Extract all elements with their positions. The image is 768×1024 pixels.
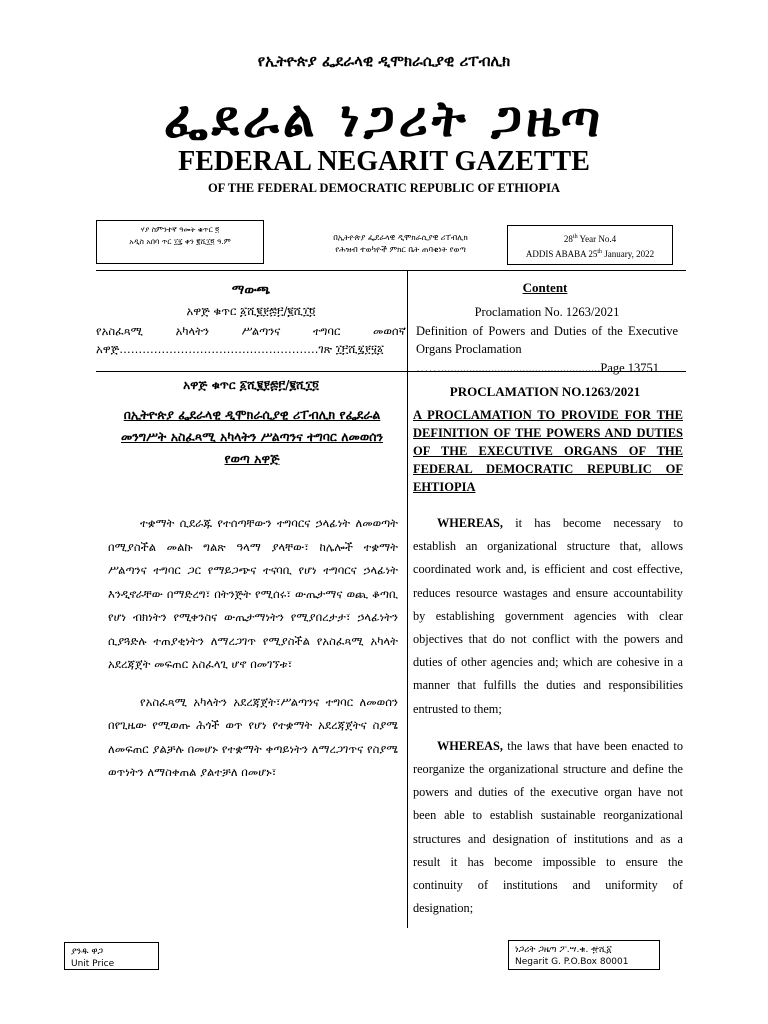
po-box	[508, 940, 660, 970]
issue-date-english: ADDIS ABABA 25th January, 2022	[525, 249, 655, 259]
contents-item-title-english: Definition of Powers and Duties of the Executive Organs Proclamation	[416, 323, 678, 356]
preamble-paragraph-amharic: የአስፈጻሚ አካላትን አደረጃጀት፣ሥልጣንና ተግባር ለመወሰን በየጊዜው የሚወጡ ሕጎች ወጥ የሆነ የተቋማት አደረጃጀትና ስያሜ ለመፍጠር ያልቻሉ በመሆኑ የተቋማት ቀጣይነትን ለማረጋገጥና የስያሜ ወጥነትን ለማስቀጠል ያልተቻለ በመሆኑ፣	[108, 694, 398, 779]
preamble-paragraph-english: WHEREAS, the laws that have been enacted to reorganize the organizational structure and define the powers and duties of the executive organ have not been able to establish sustainable reorganizational structures and designation of institutions and as a result it has become impossible to ensure the continuity of institutions and uniformity of designation;	[413, 738, 683, 916]
gazette-subtitle-english: OF THE FEDERAL DEMOCRATIC REPUBLIC OF ETHIOPIA	[207, 181, 561, 195]
issue-authority-line2: የሕዝብ ተወካዮች ምክር ቤት ጠባቂነት የወጣ	[335, 245, 466, 254]
top-rule	[96, 270, 686, 271]
preamble-english	[413, 512, 683, 934]
contents-heading-english: Content	[522, 280, 568, 295]
issue-box-amharic	[96, 220, 264, 264]
issue-authority	[298, 232, 503, 256]
preamble-paragraph-english: WHEREAS, it has become necessary to establish an organizational structure that, allows coordinated work and, is efficient and cost effective, reduces resource wastages and ensure accountability by establishing government agencies with clear objectives that do not conflict with the powers and duties of other agencies and; which are cohesive in a manner that fulfills the duties and responsibilities entrusted to them;	[413, 516, 683, 716]
proclamation-title-amharic: በኢትዮጵያ ፌደራላዊ ዲሞክራሲያዊ ሪፐብሊክ የፌደራል መንግሥት አስፈጻሚ አካላትን ሥልጣንና ተግባር ለመወሰን የወጣ አዋጅ	[120, 407, 384, 466]
contents-proclamation-number-english: Proclamation No. 1263/2021	[474, 305, 620, 319]
proclamation-number-english: PROCLAMATION NO.1263/2021	[449, 384, 641, 399]
column-divider	[407, 270, 408, 928]
contents-proclamation-number-amharic: አዋጅ ቁጥር ፩ሺ፪፻፷፫/፪ሺ፲፬	[186, 304, 316, 318]
unit-price-label-english: Unit Price	[71, 959, 115, 969]
preamble-amharic	[108, 512, 398, 799]
unit-price-label-amharic: ያንዱ ዋጋ	[71, 947, 104, 957]
issue-authority-line1: በኢትዮጵያ ፌደራላዊ ዲሞክራሲያዊ ሪፐብሊክ	[333, 233, 468, 242]
republic-name-amharic: የኢትዮጵያ ፌደራላዊ ዲሞክራሲያዊ ሪፐብሊክ	[257, 52, 511, 70]
contents-item-page-english: ……...................................................Page 13751	[416, 360, 660, 375]
po-box-english: Negarit G. P.O.Box 80001	[515, 957, 629, 967]
preamble-paragraph-amharic: ተቋማት ሲደራጁ የተሰጣቸውን ተግባርና ኃላፊነት ለመወጣት በሚያስችል መልኩ ግልጽ ዓላማ ያላቸው፣ ከሌሎች ተቋማት ሥልጣንና ተግባር ጋር የማይጋጭና ተናባቢ የሆነ ተግባርና ኃላፊነት እንዲኖራቸው በማድረግ፣ በትንጅት የሚሰሩ፣ ውጤታማና ወጪ ቆጣቢ የሆነ ብክነትን የሚቀንስና ውጤታማነትን የሚያበረታታ፣ ኃላፊነትን ሲያጓድሉ ተጠያቂነትን ለማረጋገጥ የሚያስችል የአስፈጻሚ አካላት አደረጃጀት መፍጠር አስፈላጊ ሆኖ በመገኘቱ፣	[108, 516, 398, 671]
issue-year-amharic: ሃያ ስምንተኛ ዓመት ቁጥር ፬	[140, 225, 220, 234]
contents-item-amharic: የአስፈጻሚ አካላትን ሥልጣንና ተግባር መወሰኛ አዋጅ…………………………………………….ገጽ ፲፫ሺ፯፻፶፩	[96, 324, 406, 356]
proclamation-title-english: A PROCLAMATION TO PROVIDE FOR THE DEFINITION OF THE POWERS AND DUTIES OF THE EXECUTIVE ORGANS OF THE FEDERAL DEMOCRATIC REPUBLIC OF EHTIOPIA	[413, 408, 683, 494]
issue-year-english: 28th Year No.4	[563, 234, 617, 244]
contents-heading-amharic: ማውጫ	[231, 283, 271, 298]
proclamation-number-amharic: አዋጅ ቁጥር ፩ሺ፪፻፷፫/፪ሺ፲፬	[183, 378, 319, 392]
issue-date-amharic: አዲስ አበባ ጥር ፲፯ ቀን ፪ሺ፲፬ ዓ.ም	[129, 237, 231, 246]
gazette-title-amharic: ፌደራል ነጋሪት ጋዜጣ	[163, 90, 605, 148]
issue-box-english	[507, 225, 673, 265]
contents-item-english	[416, 303, 678, 377]
unit-price-box	[64, 942, 159, 970]
po-box-amharic: ነጋሪት ጋዜጣ ፖ.ሣ.ቁ. ፹ሺ፩	[515, 945, 612, 955]
gazette-title-english: FEDERAL NEGARIT GAZETTE	[178, 146, 590, 177]
